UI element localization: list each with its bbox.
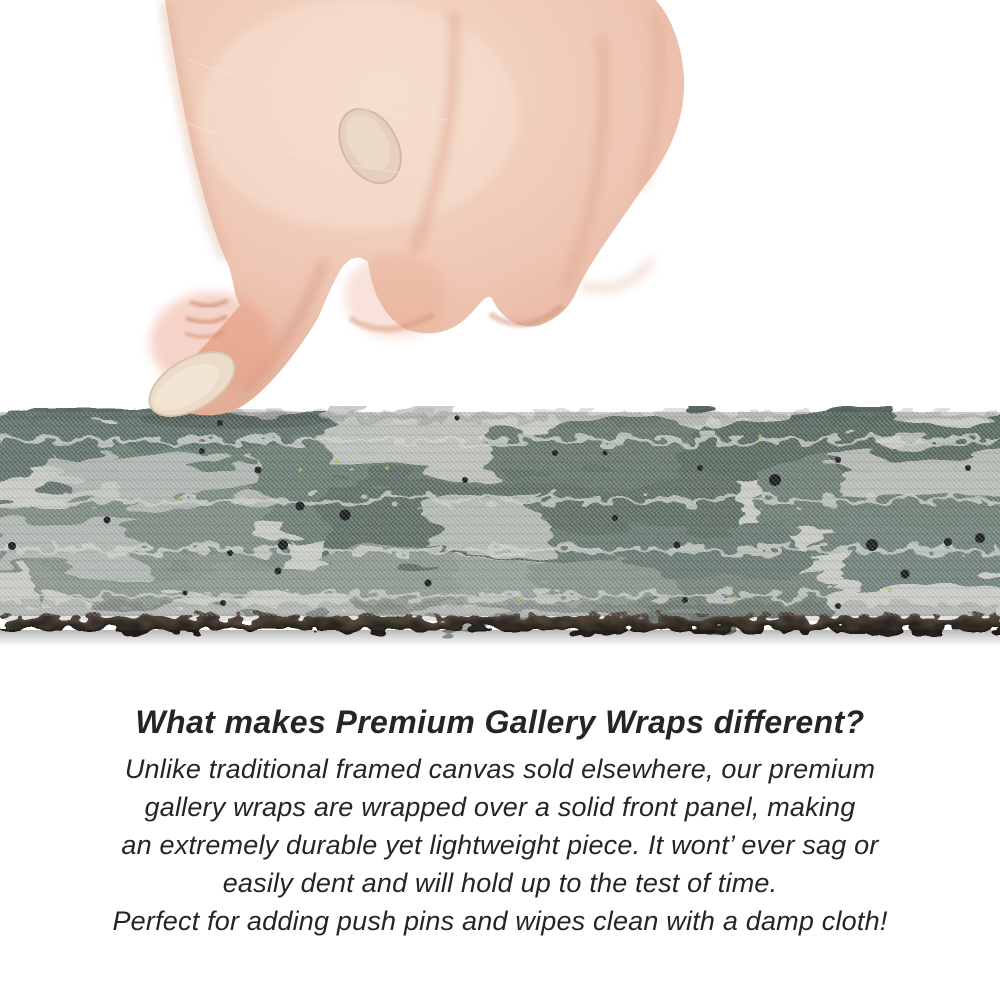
canvas-wrap-edge-photo bbox=[0, 406, 1000, 656]
description-line-1: Unlike traditional framed canvas sold elsewhere, our premium bbox=[124, 754, 876, 784]
canvas-texture bbox=[0, 406, 1000, 656]
fingertip-blush bbox=[344, 254, 448, 338]
hand-pressing-thumb-photo bbox=[128, 0, 708, 422]
panel-drop-shadow bbox=[0, 630, 1000, 646]
headline: What makes Premium Gallery Wraps different? bbox=[135, 704, 865, 740]
description-line-5: Perfect for adding push pins and wipes clean with a damp cloth! bbox=[112, 906, 888, 936]
description-line-3: an extremely durable yet lightweight piece. It wont’ ever sag or bbox=[121, 830, 879, 860]
face-bottom-shade bbox=[0, 604, 1000, 616]
description-line-4: easily dent and will hold up to the test of time. bbox=[222, 868, 778, 898]
panel-side-edge bbox=[0, 616, 1000, 631]
description-block bbox=[10, 702, 990, 940]
description-line-2: gallery wraps are wrapped over a solid front panel, making bbox=[144, 792, 856, 822]
